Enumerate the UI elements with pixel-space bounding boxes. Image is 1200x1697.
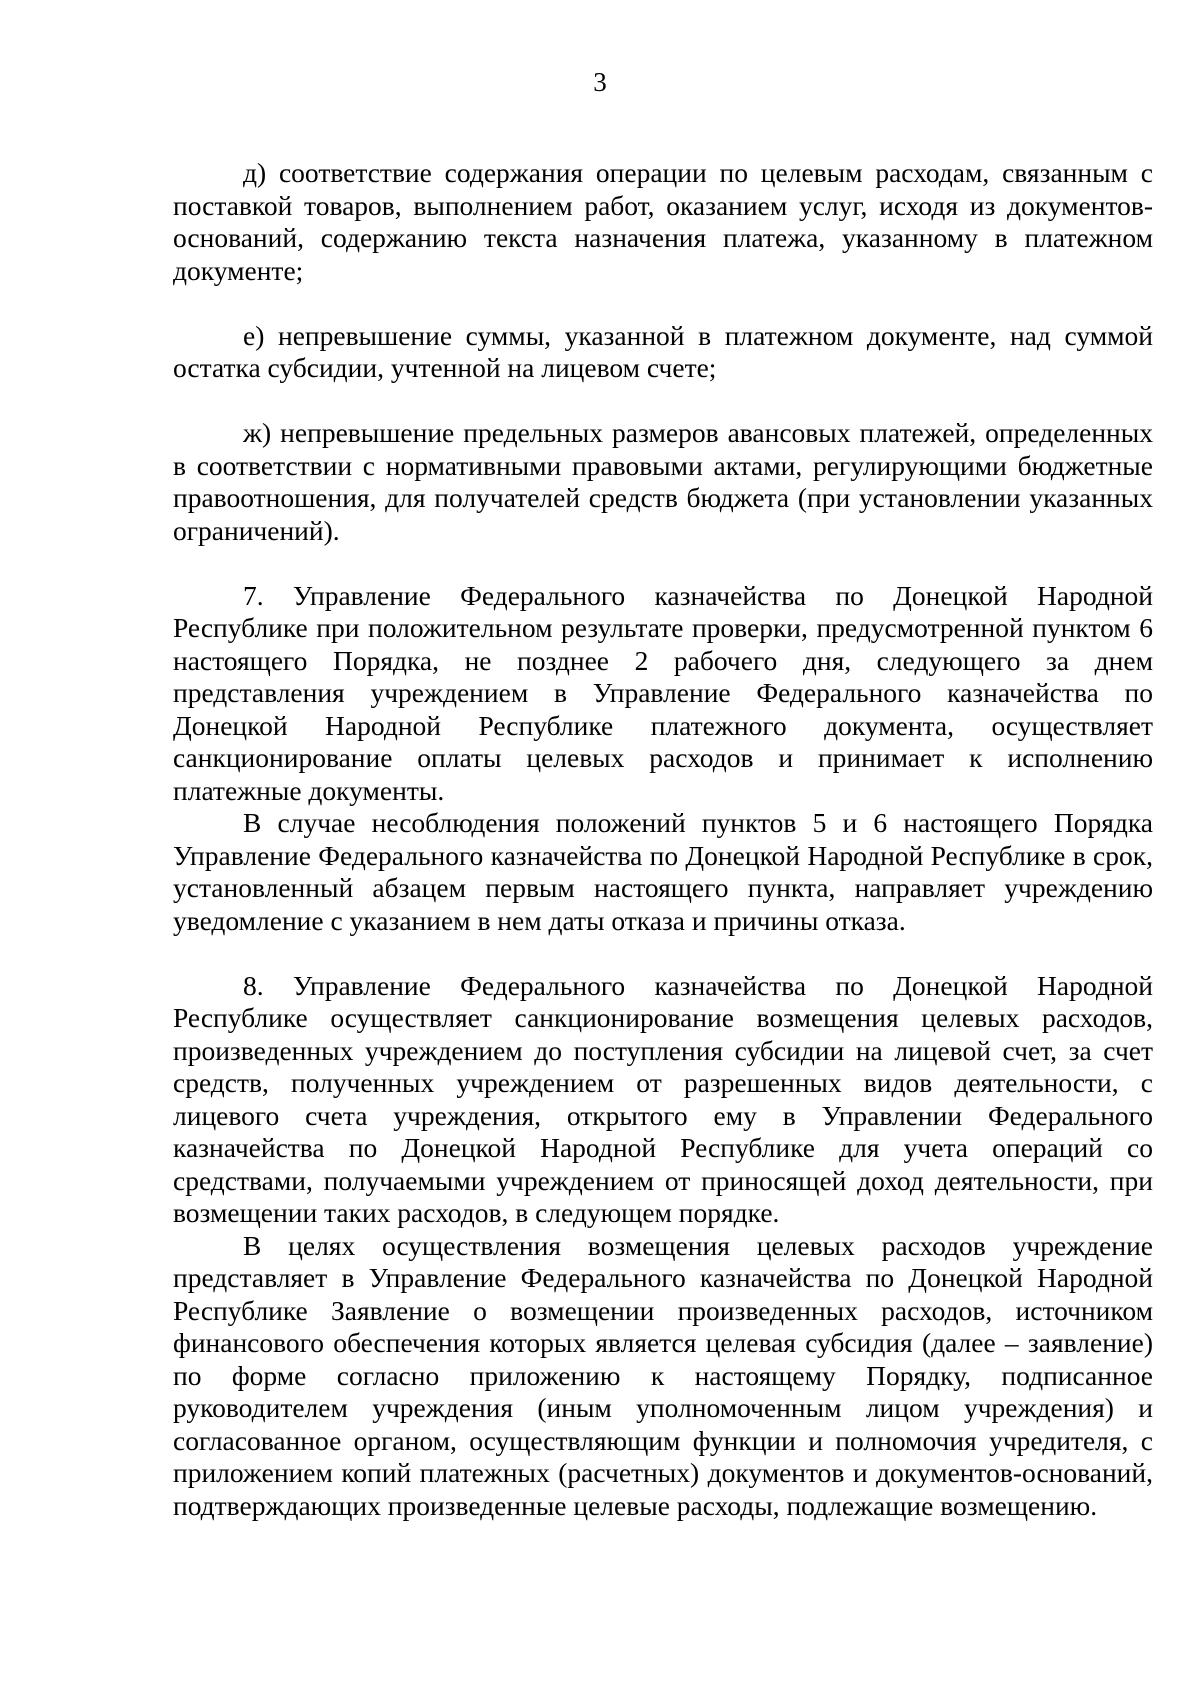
paragraph-item-7: 7. Управление Федерального казначейства по Донецкой Народной Республике при положительном результате проверки, предусмотренной пунктом 6 настоящего Порядка, не позднее 2 рабочего дня, следующего за днем представления учреждением в Управление Федерального казначейства по Донецкой Народной Республике платежного документа, осуществляет санкционирование оплаты целевых расходов и принимает к исполнению платежные документы. (173, 579, 1153, 806)
page-number: 3 (593, 67, 607, 97)
paragraph-zh: ж) непревышение предельных размеров авансовых платежей, определенных в соответствии с нормативными правовыми актами, регулирующими бюджетные правоотношения, для получателей средств бюджета (при установлении указанных ограничений). (173, 417, 1153, 546)
paragraph-item-8-application: В целях осуществления возмещения целевых расходов учреждение представляет в Управление Федерального казначейства по Донецкой Народной Республике Заявление о возмещении произведенных расходов, источником финансового обеспечения которых является целевая субсидия (далее – заявление) по форме согласно приложению к настоящему Порядку, подписанное руководителем учреждения (иным уполномоченным лицом учреждения) и согласованное органом, осуществляющим функции и полномочия учредителя, с приложением копий платежных (расчетных) документов и документов-оснований, подтверждающих произведенные целевые расходы, подлежащие возмещению. (173, 1229, 1153, 1521)
paragraph-d: д) соответствие содержания операции по целевым расходам, связанным с поставкой товаров, выполнением работ, оказанием услуг, исходя из документов-оснований, содержанию текста назначения платежа, указанному в платежном документе; (173, 157, 1153, 286)
paragraph-item-8: 8. Управление Федерального казначейства по Донецкой Народной Республике осуществляет санкционирование возмещения целевых расходов, произведенных учреждением до поступления субсидии на лицевой счет, за счет средств, полученных учреждением от разрешенных видов деятельности, с лицевого счета учреждения, открытого ему в Управлении Федерального казначейства по Донецкой Народной Республике для учета операций со средствами, получаемыми учреждением от приносящей доход деятельности, при возмещении таких расходов, в следующем порядке. (173, 969, 1153, 1228)
paragraph-item-7-refusal: В случае несоблюдения положений пунктов 5 и 6 настоящего Порядка Управление Федерального казначейства по Донецкой Народной Республике в срок, установленный абзацем первым настоящего пункта, направляет учреждению уведомление с указанием в нем даты отказа и причины отказа. (173, 807, 1153, 936)
paragraph-e: е) непревышение суммы, указанной в платежном документе, над суммой остатка субсидии, учтенной на лицевом счете; (173, 319, 1153, 383)
document-body (173, 157, 1153, 1522)
